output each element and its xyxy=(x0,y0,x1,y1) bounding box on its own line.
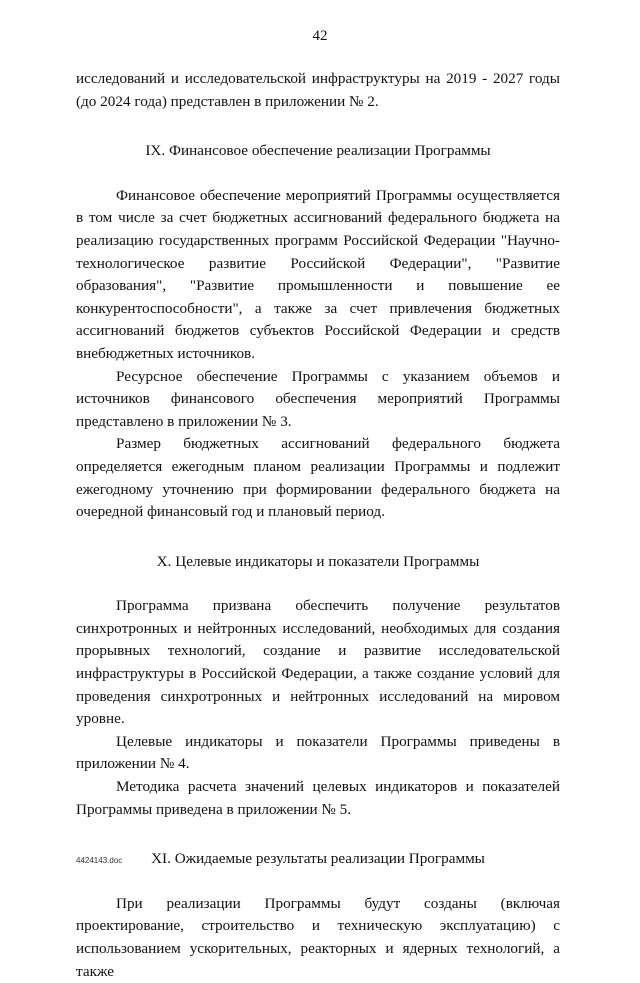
intro-paragraph: исследований и исследовательской инфраструктуры на 2019 - 2027 годы (до 2024 года) представлен в приложении № 2. xyxy=(76,70,560,110)
section-heading-ix: IX. Финансовое обеспечение реализации Программы xyxy=(145,142,491,160)
section-heading-x: X. Целевые индикаторы и показатели Программы xyxy=(156,552,480,570)
paragraph: Программа призвана обеспечить получение результатов синхротронных и нейтронных исследований, необходимых для создания прорывных технологий, создание и развитие исследовательской инфраструктуры в Российской Федерации, а также создание условий для проведения синхротронных и нейтронных исследований на мировом уровне. xyxy=(76,597,560,728)
paragraph: Целевые индикаторы и показатели Программы приведены в приложении № 4. xyxy=(76,732,560,773)
paragraph: При реализации Программы будут созданы (включая проектирование, строительство и техническую эксплуатацию) с использованием ускорительных, реакторных и ядерных технологий, а также xyxy=(76,894,560,980)
paragraph: Финансовое обеспечение мероприятий Программы осуществляется в том числе за счет бюджетных ассигнований федерального бюджета на реализацию государственных программ Российской Федерации "Научно-технологическое развитие Российской Федерации", "Развитие образования", "Развитие промышленности и повышение ее конкурентоспособности", а также за счет привлечения бюджетных ассигнований бюджетов субъектов Российской Федерации и средств внебюджетных источников. xyxy=(76,186,560,362)
paragraph: Методика расчета значений целевых индикаторов и показателей Программы приведена в приложении № 5. xyxy=(76,778,560,818)
paragraph: Ресурсное обеспечение Программы с указанием объемов и источников финансового обеспечения мероприятий Программы представлено в приложении № 3. xyxy=(76,367,560,430)
page-number: 42 xyxy=(312,28,328,44)
footer-filename: 4424143.doc xyxy=(76,856,123,865)
paragraph: Размер бюджетных ассигнований федерального бюджета определяется ежегодным планом реализации Программы и подлежит ежегодному уточнению при формировании федерального бюджета на очередной финансовый год и плановый период. xyxy=(76,435,560,521)
document-body xyxy=(76,68,560,983)
section-heading-xi: XI. Ожидаемые результаты реализации Программы xyxy=(151,850,485,868)
